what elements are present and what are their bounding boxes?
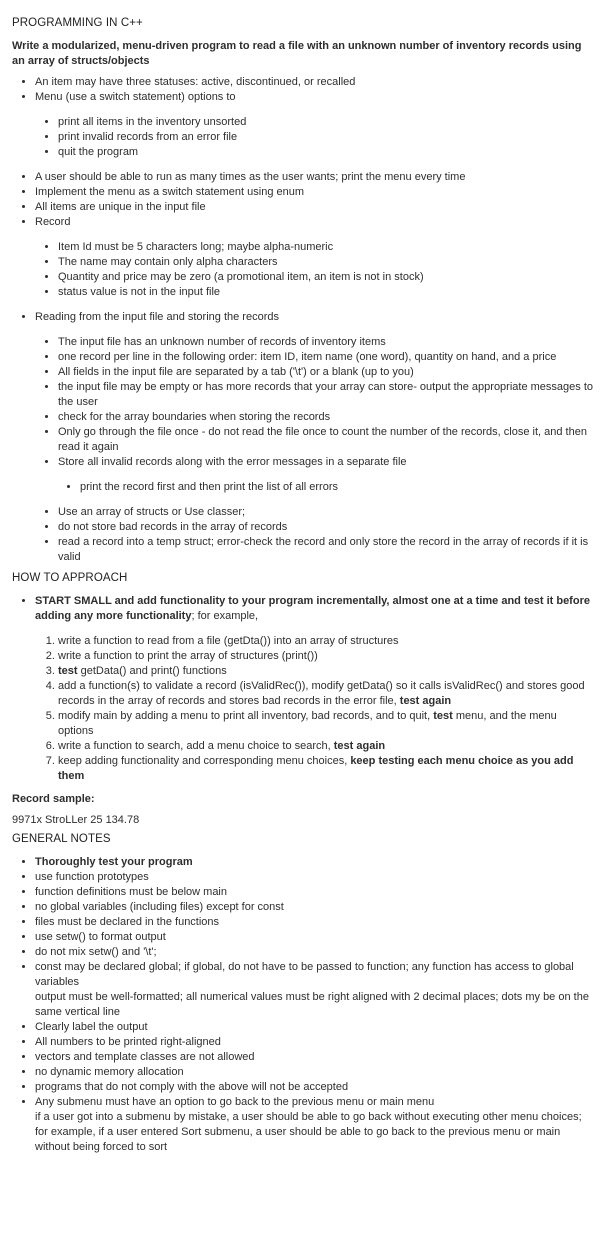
list-item: • Record: [35, 215, 593, 230]
record-sample-label: Record sample:: [12, 793, 95, 805]
list-item: [58, 709, 593, 739]
list-item: • Thoroughly test your program: [35, 855, 593, 870]
approach-heading: HOW TO APPROACH: [12, 572, 128, 584]
step-bold: test: [58, 665, 78, 677]
list-item: • All items are unique in the input file: [35, 200, 593, 215]
menu-options-list: [12, 115, 593, 160]
list-item: • Item Id must be 5 characters long; maybe alpha-numeric: [58, 240, 593, 255]
list-item: • Only go through the file once - do not read the file once to count the number of the records, close it, and then read it again: [58, 425, 593, 455]
list-item: • no global variables (including files) except for const: [35, 900, 593, 915]
list-item: [58, 664, 593, 679]
list-item: • vectors and template classes are not allowed: [35, 1050, 593, 1065]
list-item: • The name may contain only alpha characters: [58, 255, 593, 270]
list-item: • function definitions must be below main: [35, 885, 593, 900]
list-item: [35, 594, 593, 624]
list-item: [58, 679, 593, 709]
note-text: const may be declared global; if global, do not have to be passed to function; any function has access to global variables: [35, 961, 574, 988]
list-item: • Use an array of structs or Use classer;: [58, 505, 593, 520]
step-text: menu, and the menu options: [58, 710, 557, 737]
step-bold: test again: [399, 695, 452, 707]
list-item: • The input file has an unknown number of records of inventory items: [58, 335, 593, 350]
list-item: • use function prototypes: [35, 870, 593, 885]
step-text: keep adding functionality and corresponding menu choices,: [58, 755, 351, 767]
notes-list: [12, 855, 593, 1155]
list-item: • status value is not in the input file: [58, 285, 593, 300]
approach-list: [12, 594, 593, 624]
step-bold: test: [433, 710, 453, 722]
step-text: getData() and print() functions: [77, 665, 227, 677]
record-rules-list: [12, 240, 593, 300]
requirements-list: [12, 75, 593, 105]
list-item: • print all items in the inventory unsorted: [58, 115, 593, 130]
page-title: PROGRAMMING IN C++: [12, 17, 143, 29]
list-item: • Quantity and price may be zero (a promotional item, an item is not in stock): [58, 270, 593, 285]
list-item: • Menu (use a switch statement) options to: [35, 90, 593, 105]
steps-list: [12, 634, 593, 784]
intro-paragraph: Write a modularized, menu-driven program to read a file with an unknown number of inventory records using an array of structs/objects: [12, 40, 582, 67]
step-bold: test again: [333, 740, 386, 752]
list-item: [58, 754, 593, 784]
reading-rules-list-2: [12, 505, 593, 565]
approach-bold: START SMALL and add functionality to your program incrementally, almost one at a time and test it before adding any more functionality: [35, 595, 590, 622]
list-item: [58, 739, 593, 754]
reading-rules-list: [12, 335, 593, 470]
invalid-records-sublist: [12, 480, 593, 495]
note-text: output must be well-formatted; all numerical values must be right aligned with 2 decimal places; dots my be on the same vertical line: [35, 991, 589, 1018]
record-sample: 9971x StroLLer 25 134.78: [12, 814, 140, 826]
requirements-list-2: [12, 170, 593, 230]
list-item: [35, 1095, 593, 1155]
list-item: • print the record first and then print the list of all errors: [80, 480, 593, 495]
step-text: modify main by adding a menu to print all inventory, bad records, and to quit,: [58, 710, 434, 722]
general-heading: GENERAL NOTES: [12, 833, 111, 845]
list-item: • Implement the menu as a switch statement using enum: [35, 185, 593, 200]
list-item: • check for the array boundaries when storing the records: [58, 410, 593, 425]
list-item: • All numbers to be printed right-aligned: [35, 1035, 593, 1050]
list-item: • All fields in the input file are separated by a tab ('\t') or a blank (up to you): [58, 365, 593, 380]
list-item: • Store all invalid records along with the error messages in a separate file: [58, 455, 593, 470]
list-item: • use setw() to format output: [35, 930, 593, 945]
step-text: add a function(s) to validate a record (isValidRec()), modify getData() so it calls isValidRec() and stores good records in the array of records and stores bad records in the error file,: [58, 680, 585, 707]
list-item: • do not store bad records in the array of records: [58, 520, 593, 535]
list-item: • Clearly label the output: [35, 1020, 593, 1035]
list-item: • Reading from the input file and storing the records: [35, 310, 593, 325]
list-item: • one record per line in the following order: item ID, item name (one word), quantity on hand, and a price: [58, 350, 593, 365]
list-item: • no dynamic memory allocation: [35, 1065, 593, 1080]
list-item: 2. write a function to print the array of structures (print()): [58, 649, 593, 664]
list-item: • programs that do not comply with the above will not be accepted: [35, 1080, 593, 1095]
list-item: • quit the program: [58, 145, 593, 160]
list-item: • print invalid records from an error file: [58, 130, 593, 145]
list-item: • files must be declared in the functions: [35, 915, 593, 930]
approach-rest: ; for example,: [191, 610, 259, 622]
step-bold: keep testing each menu choice as you add them: [58, 755, 574, 782]
note-text: Any submenu must have an option to go back to the previous menu or main menu: [35, 1096, 435, 1108]
note-text: if a user got into a submenu by mistake, a user should be able to go back without executing other menu choices; for example, if a user entered Sort submenu, a user should be able to go back to the previous menu or main without being forced to sort: [35, 1111, 582, 1153]
reading-list: [12, 310, 593, 325]
list-item: [35, 960, 593, 1020]
step-text: write a function to search, add a menu choice to search,: [58, 740, 334, 752]
list-item: • do not mix setw() and '\t';: [35, 945, 593, 960]
list-item: • An item may have three statuses: active, discontinued, or recalled: [35, 75, 593, 90]
list-item: • read a record into a temp struct; error-check the record and only store the record in the array of records if it is valid: [58, 535, 593, 565]
list-item: • the input file may be empty or has more records that your array can store- output the appropriate messages to the user: [58, 380, 593, 410]
list-item: • A user should be able to run as many times as the user wants; print the menu every time: [35, 170, 593, 185]
list-item: 1. write a function to read from a file (getDta()) into an array of structures: [58, 634, 593, 649]
